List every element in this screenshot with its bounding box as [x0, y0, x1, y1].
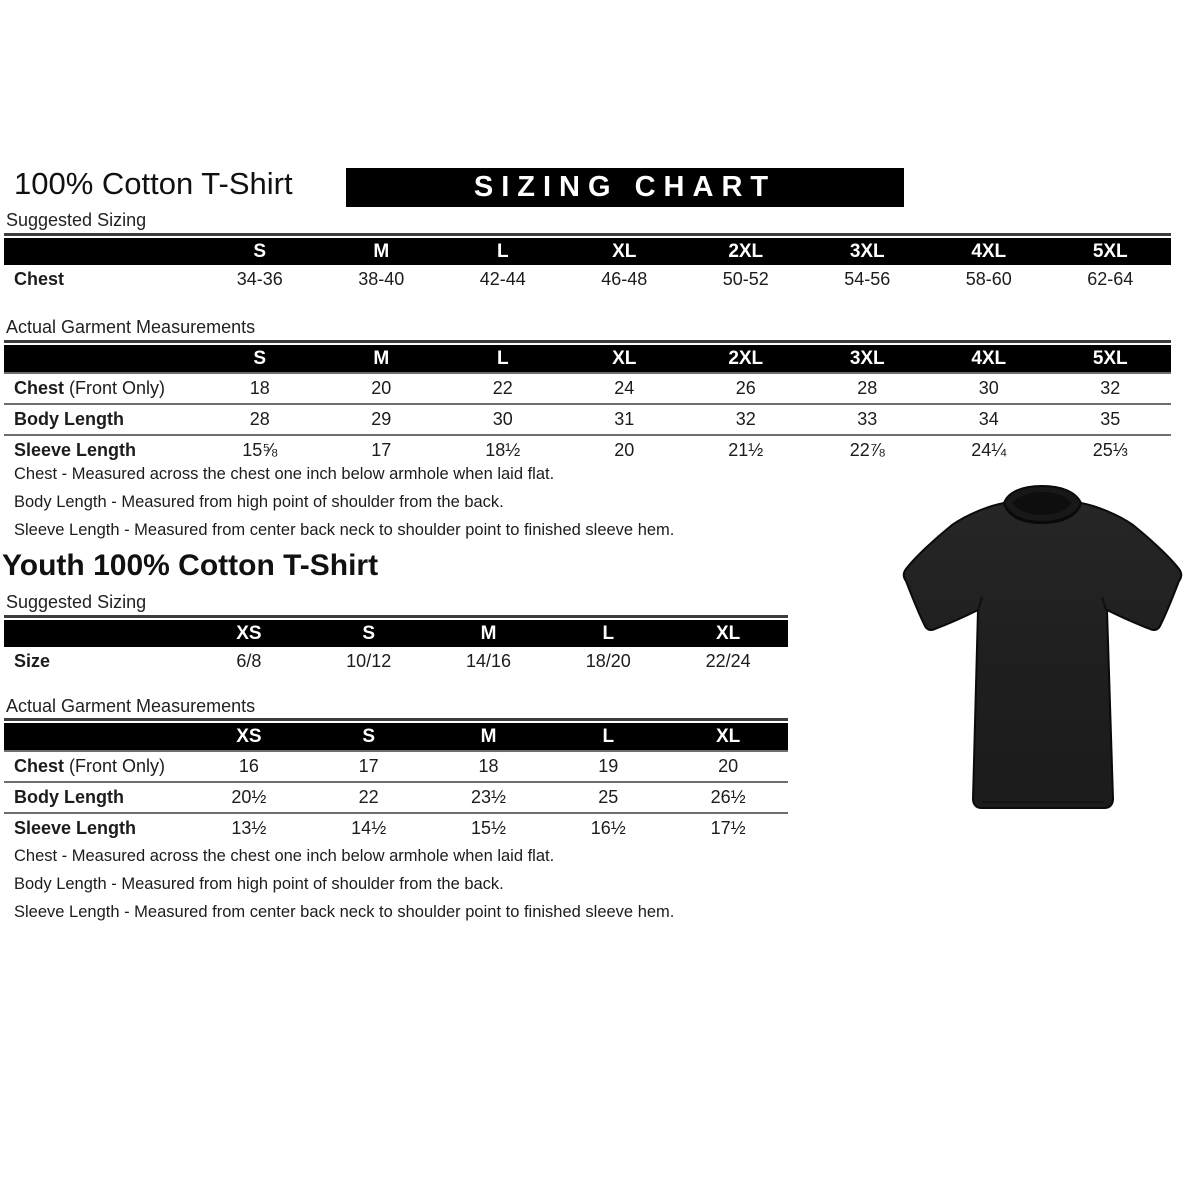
adult-note-sleeve-length: Sleeve Length - Measured from center back neck to shoulder point to finished sleeve hem.: [14, 521, 675, 539]
row-label: [4, 787, 189, 808]
row-label-text: Chest: [14, 756, 65, 776]
tshirt-image: [892, 477, 1192, 817]
table-cell: 46-48: [601, 269, 648, 289]
row-label: [4, 378, 199, 399]
column-header: 4XL: [971, 347, 1007, 369]
youth-suggested-sizing-table: [4, 615, 788, 676]
row-label: [4, 409, 199, 430]
table-cell: 25⅓: [1092, 440, 1128, 460]
column-header: 2XL: [728, 347, 764, 369]
sizing-chart-banner: [346, 168, 904, 207]
column-header: XL: [612, 347, 637, 369]
table-cell: 17: [358, 756, 379, 776]
row-label-text: Size: [14, 651, 51, 671]
row-label: [4, 440, 199, 461]
row-label-text: Body Length: [14, 787, 124, 807]
column-header: L: [602, 725, 615, 747]
column-header: M: [480, 725, 497, 747]
column-header: XL: [612, 240, 637, 262]
adult-actual-measurements-table: [4, 340, 1171, 465]
table-cell: 54-56: [844, 269, 891, 289]
table-row: [4, 403, 1171, 434]
youth-suggested-sizing-label: Suggested Sizing: [6, 592, 147, 612]
column-header: M: [373, 240, 390, 262]
row-label-suffix: (Front Only): [64, 378, 166, 398]
adult-suggested-sizing-table: [4, 233, 1171, 294]
column-header: 3XL: [849, 347, 885, 369]
adult-note-body-length: Body Length - Measured from high point of shoulder from the back.: [14, 493, 504, 511]
column-header: M: [373, 347, 390, 369]
youth-measurement-notes: [14, 842, 674, 926]
table-cell: 58-60: [965, 269, 1012, 289]
table-cell: 38-40: [358, 269, 405, 289]
row-label-suffix: (Front Only): [64, 756, 166, 776]
table-row: [4, 372, 1171, 403]
row-label-text: Sleeve Length: [14, 818, 137, 838]
youth-section-title: Youth 100% Cotton T-Shirt: [2, 549, 379, 582]
adult-suggested-sizing-label: Suggested Sizing: [6, 210, 147, 230]
table-cell: 35: [1100, 409, 1121, 429]
column-header: S: [362, 725, 376, 747]
table-cell: 16½: [590, 818, 626, 838]
table-cell: 20: [371, 378, 392, 398]
table-cell: 26½: [710, 787, 746, 807]
table-cell: 42-44: [479, 269, 526, 289]
row-label-text: Chest: [14, 269, 65, 289]
column-header: L: [496, 240, 509, 262]
column-header: 5XL: [1092, 240, 1128, 262]
table-cell: 22: [492, 378, 513, 398]
table-cell: 34-36: [236, 269, 283, 289]
table-cell: 20½: [231, 787, 267, 807]
column-header: 4XL: [971, 240, 1007, 262]
table-cell: 24¼: [971, 440, 1007, 460]
table-row: [4, 647, 788, 676]
column-header: L: [496, 347, 509, 369]
table-header-row: [4, 238, 1171, 265]
column-header: M: [480, 622, 497, 644]
table-cell: 28: [857, 378, 878, 398]
adult-actual-measurements-label: Actual Garment Measurements: [6, 317, 256, 337]
adult-measurement-notes: [14, 460, 674, 544]
column-header: 2XL: [728, 240, 764, 262]
adult-note-chest: Chest - Measured across the chest one inch below armhole when laid flat.: [14, 465, 555, 483]
tshirt-silhouette: [892, 477, 1192, 817]
table-cell: 32: [1100, 378, 1121, 398]
table-cell: 18: [249, 378, 270, 398]
table-cell: 22⅞: [849, 440, 885, 460]
table-cell: 50-52: [722, 269, 769, 289]
column-header: XS: [236, 725, 262, 747]
youth-note-body-length: Body Length - Measured from high point of shoulder from the back.: [14, 875, 504, 893]
table-row: [4, 812, 788, 843]
table-header-row: [4, 345, 1171, 372]
column-header: XL: [715, 725, 741, 747]
table-cell: 23½: [470, 787, 507, 807]
table-cell: 17: [371, 440, 392, 460]
table-cell: 6/8: [236, 651, 262, 671]
table-cell: 14½: [351, 818, 387, 838]
youth-note-sleeve-length: Sleeve Length - Measured from center back neck to shoulder point to finished sleeve hem.: [14, 903, 675, 921]
adult-section-title: 100% Cotton T-Shirt: [14, 166, 293, 201]
table-cell: 22: [358, 787, 379, 807]
table-cell: 29: [371, 409, 392, 429]
table-cell: 22/24: [705, 651, 751, 671]
table-cell: 25: [598, 787, 619, 807]
table-cell: 20: [718, 756, 739, 776]
table-cell: 15½: [470, 818, 507, 838]
column-header: S: [253, 240, 267, 262]
column-header: 5XL: [1092, 347, 1128, 369]
table-cell: 26: [735, 378, 756, 398]
table-cell: 18/20: [585, 651, 631, 671]
table-cell: 28: [249, 409, 270, 429]
column-header: S: [362, 622, 376, 644]
column-header: 3XL: [849, 240, 885, 262]
table-cell: 20: [614, 440, 635, 460]
row-label: [4, 756, 189, 777]
table-header-row: [4, 620, 788, 647]
youth-note-chest: Chest - Measured across the chest one inch below armhole when laid flat.: [14, 847, 555, 865]
table-row: [4, 265, 1171, 294]
table-cell: 17½: [710, 818, 746, 838]
row-label: [4, 818, 189, 839]
sizing-chart-banner-text: SIZING CHART: [473, 171, 777, 203]
table-cell: 24: [614, 378, 635, 398]
column-header: XS: [236, 622, 262, 644]
table-cell: 16: [238, 756, 259, 776]
column-header: S: [253, 347, 267, 369]
youth-actual-measurements-table: [4, 718, 788, 843]
row-label-text: Chest: [14, 378, 65, 398]
youth-actual-measurements-label: Actual Garment Measurements: [6, 696, 256, 716]
row-label: [4, 651, 189, 672]
row-label-text: Sleeve Length: [14, 440, 137, 460]
table-cell: 62-64: [1087, 269, 1134, 289]
row-label: [4, 269, 199, 290]
table-cell: 32: [735, 409, 756, 429]
table-row: [4, 750, 788, 781]
table-cell: 19: [598, 756, 619, 776]
column-header: L: [602, 622, 615, 644]
table-cell: 13½: [231, 818, 267, 838]
table-cell: 15⅝: [242, 440, 278, 460]
table-cell: 18½: [485, 440, 521, 460]
table-cell: 18: [478, 756, 499, 776]
table-cell: 31: [614, 409, 635, 429]
table-cell: 14/16: [465, 651, 512, 671]
table-cell: 34: [978, 409, 999, 429]
table-cell: 10/12: [346, 651, 392, 671]
column-header: XL: [715, 622, 741, 644]
row-label-text: Body Length: [14, 409, 124, 429]
table-row: [4, 781, 788, 812]
table-cell: 30: [492, 409, 513, 429]
table-cell: 21½: [728, 440, 764, 460]
table-cell: 33: [857, 409, 878, 429]
table-cell: 30: [978, 378, 999, 398]
table-header-row: [4, 723, 788, 750]
